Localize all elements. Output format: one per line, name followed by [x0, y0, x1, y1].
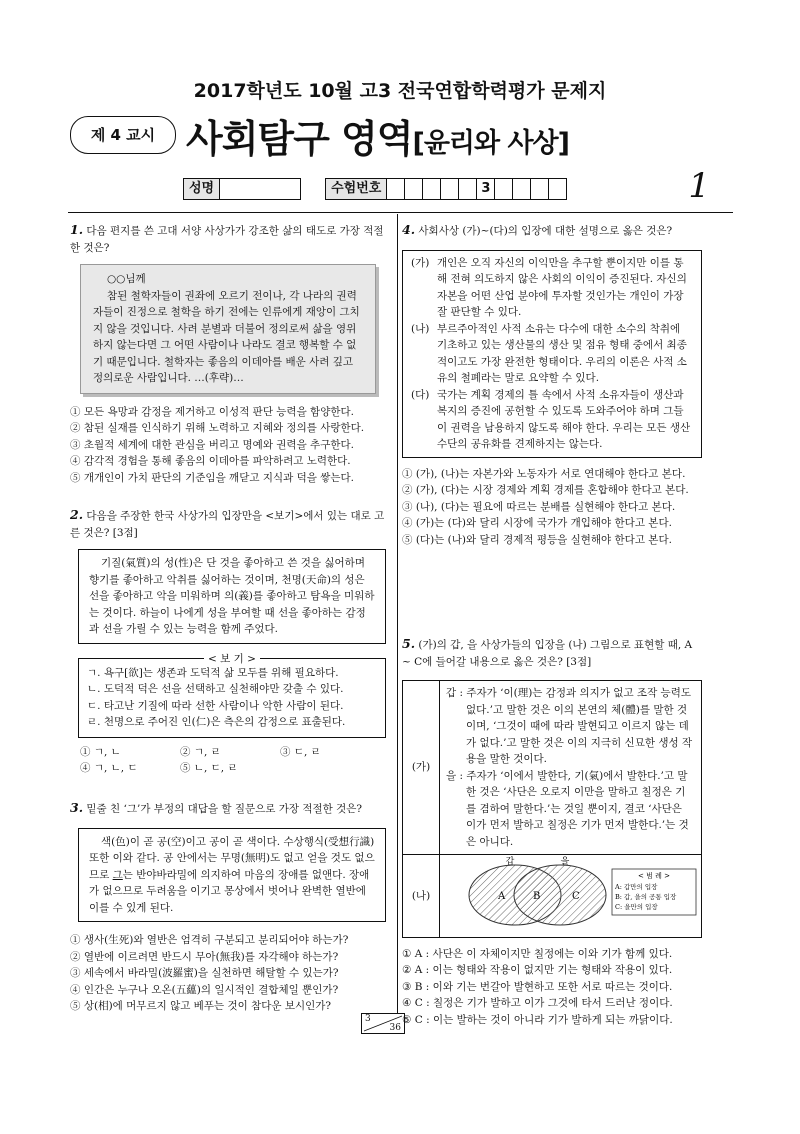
option[interactable]: ④ 감각적 경험을 통해 좋음의 이데아를 파악하려고 노력한다. [70, 455, 351, 467]
question-number: 1. [70, 222, 84, 237]
exam-no-cell[interactable] [459, 178, 477, 200]
option[interactable]: ⑤ 상(相)에 머무르지 않고 베푸는 것이 참다운 보시인가? [70, 1000, 332, 1012]
exam-no-cell[interactable] [495, 178, 513, 200]
venn-right-circle [514, 865, 606, 925]
passage-box [402, 250, 702, 458]
bogi-item: ㄹ. 천명으로 주어진 인(仁)은 측은의 감정으로 표출된다. [87, 716, 346, 728]
option-list [402, 466, 702, 549]
option[interactable]: ② 열반에 이르려면 반드시 무아(無我)를 자각해야 하는가? [70, 950, 339, 963]
society-item: (다) 국가는 계획 경제의 틀 속에서 사적 소유자들이 생산과 복지의 증진에 공헌할 수 있도록 도와주어야 하며 그들이 권력을 남용하지 않도록 해야 한다. 우리는 모든 생산 수단의 공유화를 견제하지는 않는다. [411, 388, 691, 450]
letter-greeting: ○○님께 [107, 273, 146, 285]
question-2 [70, 507, 386, 777]
exam-no-cell[interactable] [441, 178, 459, 200]
venn-legend-item: B: 갑, 을의 공통 입장 [615, 893, 677, 901]
row-label: (가) [403, 681, 440, 855]
exam-no-cell[interactable] [405, 178, 423, 200]
subject-title [186, 108, 569, 163]
option-list [70, 932, 386, 1015]
option[interactable]: ④ C : 칠정은 기가 발하고 이가 그것에 타서 드러난 정이다. [402, 997, 673, 1009]
option[interactable]: ⑤ ㄴ, ㄷ, ㄹ [180, 762, 238, 774]
letter-text: 참된 철학자들이 권좌에 오르기 전이나, 각 나라의 권력자들이 진정으로 철학을 하기 전에는 인류에게 재앙이 그치지 않을 것입니다. 사려 분별과 더불어 정의로써 삶을 영위하지 않는다면 그 어떤 사람이나 나라도 결코 행복할 수 없기 때문입니다. 철학자는 좋음의 이데아를 배운 사려 깊고 정의로운 사람입니다. …(후략)… [93, 289, 360, 384]
question-stem: 3. 밑줄 친 ‘그’가 부정의 대답을 할 질문으로 가장 적절한 것은? [70, 800, 363, 815]
option-row [80, 760, 386, 777]
id-row [183, 178, 567, 200]
venn-right-label: 을 [560, 857, 570, 867]
bogi-item: ㄱ. 욕구[欲]는 생존과 도덕적 삶 모두를 위해 필요하다. [87, 666, 339, 679]
society-item: (나) 부르주아적인 사적 소유는 다수에 대한 소수의 착취에 기초하고 있는 생산물의 생산 및 점유 형태 중에서 최종적이고도 가장 완전한 형태이다. 우리의 이론은 사적 소유의 철폐라는 말로 요약할 수 있다. [411, 322, 687, 384]
letter-box [80, 264, 376, 394]
footer-total: 36 [389, 1023, 401, 1033]
question-1 [70, 222, 386, 486]
society-item: (가) 개인은 오직 자신의 이익만을 추구할 뿐이지만 이를 통해 전혀 의도하지 않은 사회의 이익이 증진된다. 자신의 자본을 어떤 산업 분야에 투자할 것인가는 개인이 가장 잘 판단할 수 있다. [411, 256, 687, 318]
option[interactable]: ④ ㄱ, ㄴ, ㄷ [80, 762, 138, 774]
question-number: 4. [402, 222, 416, 237]
option[interactable]: ② ㄱ, ㄹ [180, 745, 221, 758]
question-stem: 1. 다음 편지를 쓴 고대 서양 사상가가 강조한 삶의 태도로 가장 적절한 것은? [70, 222, 384, 254]
passage-box: 색(色)이 곧 공(空)이고 공이 곧 색이다. 수상행식(受想行識) 또한 이와 같다. 공 안에서는 무명(無明)도 없고 얻을 것도 없으므로 그는 반야바라밀에 의지하여 마음의 장애를 없앤다. 장애가 없으므로 두려움을 이기고 몽상에서 벗어나 완벽한 열반에 이를 수 있게 된다. [78, 828, 386, 923]
option[interactable]: ③ 초월적 세계에 대한 관심을 버리고 명예와 권력을 추구한다. [70, 438, 354, 451]
thinker-gap: 갑 : 주자가 ‘이(理)는 감정과 의지가 없고 조작 능력도 없다.’고 말한 것은 이의 본연의 체(體)를 말한 것이며, ‘그것이 때에 따라 발현되고 이르지 않는 데가 없다.’고 말한 것은 이의 지극히 신묘한 생성 작용을 말한 것이다. [446, 687, 693, 765]
option[interactable]: ③ 세속에서 바라밀(波羅蜜)을 실천하면 해탈할 수 있는가? [70, 967, 339, 979]
question-stem: 2. 다음을 주장한 한국 사상가의 입장만을 <보기>에서 있는 대로 고른 것은? [3점] [70, 507, 385, 539]
option[interactable]: ① 모든 욕망과 감정을 제거하고 이성적 판단 능력을 함양한다. [70, 405, 354, 418]
option[interactable]: ⑤ (다)는 (나)와 달리 경제적 평등을 실현해야 한다고 본다. [402, 533, 672, 546]
venn-b: B [533, 891, 541, 902]
exam-no-cell-digit: 3 [477, 178, 495, 200]
option[interactable]: ② 참된 실재를 인식하기 위해 노력하고 지혜와 정의를 사랑한다. [70, 422, 365, 434]
question-3 [70, 800, 386, 1015]
option[interactable]: ② (가), (다)는 시장 경제와 계획 경제를 혼합해야 한다고 본다. [402, 484, 689, 496]
subject-sub: [윤리와 사상] [412, 128, 569, 159]
footer-page: 3 [365, 1014, 371, 1024]
option[interactable]: ② A : 이는 형태와 작용이 없지만 기는 형태와 작용이 있다. [402, 964, 673, 976]
period-badge: 제 4 교시 [70, 116, 176, 154]
exam-no-cell[interactable] [513, 178, 531, 200]
subject-main: 사회탐구 영역 [186, 117, 413, 161]
exam-title: 2017학년도 10월 고3 전국연합학력평가 문제지 [193, 80, 607, 102]
thinker-eul: 을 : 주자가 ‘이에서 발한다, 기(氣)에서 발한다.’고 말한 것은 ‘사단은 오로지 이만을 말하고 칠정은 기를 겸하여 말한다.’는 것일 뿐이지, 결코 ‘사단은 이가 먼저 발하고 칠정은 기가 먼저 발한다.’는 것은 아니다. [446, 769, 689, 848]
option[interactable]: ① (가), (나)는 자본가와 노동자가 서로 연대해야 한다고 본다. [402, 467, 686, 480]
bogi-title: < 보 기 > [79, 651, 385, 668]
q5-table [402, 680, 702, 938]
exam-no-cell[interactable] [549, 178, 567, 200]
exam-no-label: 수험번호 [325, 178, 387, 200]
question-number: 5. [402, 636, 416, 651]
option[interactable]: ③ ㄷ, ㄹ [280, 745, 321, 758]
venn-legend-item: C: 을만의 입장 [615, 903, 658, 911]
question-number: 3. [70, 800, 84, 815]
option[interactable]: ④ (가)는 (다)와 달리 시장에 국가가 개입해야 한다고 본다. [402, 517, 672, 529]
exam-no-cell[interactable] [531, 178, 549, 200]
name-field[interactable] [220, 178, 301, 200]
venn-a: A [498, 891, 506, 902]
bogi-item: ㄴ. 도덕적 덕은 선을 선택하고 실천해야만 갖출 수 있다. [87, 683, 344, 695]
passage-box: 기질(氣質)의 성(性)은 단 것을 좋아하고 쓴 것을 싫어하며 향기를 좋아하고 악취를 싫어하는 것이며, 천명(天命)의 성은 선을 좋아하고 악을 미워하며 의(義)를 좋아하고 탐욕을 미워하는 것이다. 하늘이 나에게 성을 부여할 때 선을 좋아하는 감정과 선을 가릴 수 있는 능력을 함께 주었다. [78, 549, 386, 644]
option-row [80, 744, 386, 761]
question-stem: 4. 사회사상 (가)~(다)의 입장에 대한 설명으로 옳은 것은? [402, 222, 673, 237]
question-4 [402, 222, 702, 548]
venn-diagram [440, 855, 700, 931]
question-stem: 5. (가)의 갑, 을 사상가들의 입장을 (나) 그림으로 표현할 때, A ~ C에 들어갈 내용으로 옳은 것은? [3점] [402, 636, 693, 668]
question-number: 2. [70, 507, 84, 522]
header-rule [68, 212, 733, 213]
exam-no-cell[interactable] [423, 178, 441, 200]
option[interactable]: ③ B : 이와 기는 번갈아 발현하고 또한 서로 따르는 것이다. [402, 980, 673, 993]
name-label: 성명 [183, 178, 220, 200]
column-divider [397, 214, 398, 1014]
question-5 [402, 636, 702, 1028]
page-number: 1 [688, 166, 710, 206]
bogi-item: ㄷ. 타고난 기질에 따라 선한 사람이나 악한 사람이 된다. [87, 699, 344, 712]
row-label: (나) [403, 855, 440, 938]
option[interactable]: ① ㄱ, ㄴ [80, 745, 121, 758]
page-footer [361, 1013, 405, 1034]
underlined-word: 그 [112, 868, 123, 881]
option[interactable]: ④ 인간은 누구나 오온(五蘊)의 일시적인 결합체일 뿐인가? [70, 983, 339, 996]
option[interactable]: ① A : 사단은 이 자체이지만 칠정에는 이와 기가 함께 있다. [402, 947, 673, 960]
option-list [70, 404, 386, 487]
option[interactable]: ⑤ 개개인이 가치 판단의 기준임을 깨닫고 지식과 덕을 쌓는다. [70, 471, 354, 484]
option[interactable]: ③ (나), (다)는 필요에 따르는 분배를 실현해야 한다고 본다. [402, 500, 676, 513]
venn-left-label: 갑 [505, 857, 515, 867]
exam-no-cell[interactable] [387, 178, 405, 200]
venn-legend-title: < 범 례 > [638, 872, 670, 880]
option-list [402, 946, 702, 1029]
venn-legend-item: A: 갑만의 입장 [615, 883, 658, 891]
option[interactable]: ⑤ C : 이는 발하는 것이 아니라 기가 발하게 되는 까닭이다. [402, 1013, 673, 1026]
venn-c: C [572, 891, 580, 902]
bogi-box [78, 652, 386, 738]
option[interactable]: ① 생사(生死)와 열반은 엄격히 구분되고 분리되어야 하는가? [70, 934, 349, 946]
